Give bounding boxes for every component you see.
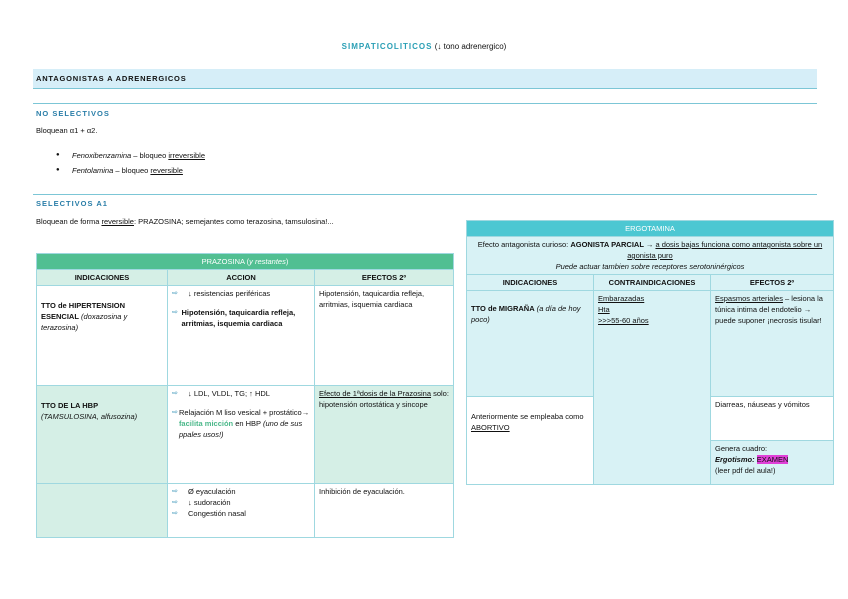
cell-text: Anteriormente se empleaba como — [471, 412, 584, 421]
ergotamina-table — [466, 220, 834, 485]
page-title-sub: (↓ tono adrenergico) — [432, 42, 507, 51]
table-cell — [168, 484, 315, 538]
cell-bold: TTO de MIGRAÑA — [471, 304, 535, 313]
divider — [33, 194, 817, 195]
arrow-icon: ⇨ — [172, 510, 178, 517]
contra-item: Hta — [598, 305, 610, 314]
list-sep: – bloqueo — [113, 166, 151, 175]
arrow-icon: ⇨ — [172, 499, 178, 506]
no-selectivos-heading: NO SELECTIVOS — [36, 109, 110, 118]
intro-pre: Efecto antagonista curioso: — [477, 240, 571, 249]
action-text: ↓ resistencias periféricas — [188, 289, 271, 298]
text-highlight: facilita micción — [178, 419, 234, 428]
table-cell — [37, 484, 168, 538]
column-header: CONTRAINDICACIONES — [594, 275, 711, 291]
intro-post: : PRAZOSINA; semejantes como terazosina, tamsulosina!... — [133, 217, 334, 226]
text-italic: (uno de sus ppales usos!) — [178, 419, 303, 439]
cell-underlined: Efecto de 1ªdosis de la Prazosina — [319, 389, 432, 398]
cell-italic: (doxazosina y terazosina) — [41, 312, 128, 332]
cell-text: solo: hipotensión ortostática y sincope — [319, 389, 449, 409]
table-cell: Hipotensión, taquicardia refleja, arritmias, isquemia cardiaca — [315, 286, 454, 386]
table-cell: Inhibición de eyaculación. — [315, 484, 454, 538]
cell-text: – lesiona la túnica intima del endotelio → puede suponer ¡necrosis tisular! — [715, 294, 823, 325]
selectivos-heading: SELECTIVOS A1 — [36, 199, 108, 208]
divider — [33, 103, 817, 104]
table-cell — [168, 286, 315, 386]
section-band: ANTAGONISTAS A ADRENERGICOS — [33, 69, 817, 89]
table-cell — [467, 397, 594, 485]
table-cell — [711, 441, 834, 485]
arrow-icon: ⇨ — [172, 409, 178, 416]
page-title — [0, 42, 848, 51]
list-item — [72, 151, 205, 160]
column-header: INDICACIONES — [37, 270, 168, 286]
cell-italic: (TAMSULOSINA, alfusozina) — [41, 412, 138, 421]
text-part: en HBP — [233, 419, 264, 428]
cell-underlined: ABORTIVO — [471, 423, 510, 432]
drug-name: Fentolamina — [72, 166, 114, 175]
list-item — [72, 166, 183, 175]
intro-underlined: reversible — [101, 217, 134, 226]
arrow-icon: ⇨ — [172, 309, 178, 316]
table-cell — [594, 291, 711, 485]
action-text: Ø eyaculación — [188, 487, 236, 496]
column-header: INDICACIONES — [467, 275, 594, 291]
arrow-icon: ⇨ — [172, 488, 178, 495]
action-text: Congestión nasal — [188, 509, 246, 518]
ergotamina-table-title: ERGOTAMINA — [467, 221, 834, 237]
list-sep: – bloqueo — [131, 151, 169, 160]
prazosina-table-title — [37, 254, 454, 270]
table-cell — [37, 286, 168, 386]
ergotamina-intro — [467, 237, 834, 275]
cell-bold-italic: Ergotismo: — [715, 455, 755, 464]
list-kind: reversible — [150, 166, 183, 175]
column-header: EFECTOS 2º — [711, 275, 834, 291]
drug-name: Fenoxibenzamina — [72, 151, 132, 160]
contra-item: Embarazadas — [598, 294, 645, 303]
intro-pre: Bloquean de forma — [36, 217, 102, 226]
table-cell — [168, 386, 315, 484]
column-header: EFECTOS 2º — [315, 270, 454, 286]
intro-italic: Puede actuar tambien sobre receptores serotoninérgicos — [555, 262, 745, 271]
cell-italic: (a día de hoy poco) — [471, 304, 581, 324]
action-text: ↓ LDL, VLDL, TG; ↑ HDL — [188, 389, 270, 398]
title-end: ) — [285, 257, 289, 266]
cell-text: Genera cuadro: — [715, 444, 768, 453]
cell-bold: TTO de HIPERTENSION ESENCIAL — [41, 301, 126, 321]
action-text: ↓ sudoración — [188, 498, 231, 507]
exam-highlight: EXAMEN — [756, 455, 789, 464]
prazosina-table — [36, 253, 454, 538]
selectivos-intro — [36, 216, 334, 227]
page-title-main: SIMPATICOLITICOS — [341, 42, 433, 51]
arrow-icon: ⇨ — [172, 390, 178, 397]
arrow-icon: ⇨ — [172, 290, 178, 297]
list-kind: irreversible — [168, 151, 206, 160]
table-cell — [37, 386, 168, 484]
table-cell — [467, 291, 594, 397]
cell-bold: TTO DE LA HBP — [41, 401, 99, 410]
cell-underlined: Espasmos arteriales — [715, 294, 783, 303]
no-selectivos-intro: Bloquean α1 + α2. — [36, 126, 98, 135]
column-header: ACCION — [168, 270, 315, 286]
intro-bold: AGONISTA PARCIAL → — [570, 240, 656, 249]
intro-underlined: a dosis bajas funciona como antagonista sobre un agonista puro — [627, 240, 823, 260]
title-part: PRAZOSINA ( — [201, 257, 250, 266]
contra-item: >>>55-60 años — [598, 316, 649, 325]
cell-text: (leer pdf del aula!) — [715, 466, 776, 475]
action-text — [179, 407, 310, 440]
title-italic: y restantes — [249, 257, 286, 266]
table-cell: Diarreas, náuseas y vómitos — [711, 397, 834, 441]
table-cell — [711, 291, 834, 397]
table-cell — [315, 386, 454, 484]
action-text: Hipotensión, taquicardia refleja, arritmias, isquemia cardiaca — [181, 308, 296, 328]
text-part: Relajación M liso vesical + prostático→ — [178, 408, 310, 417]
